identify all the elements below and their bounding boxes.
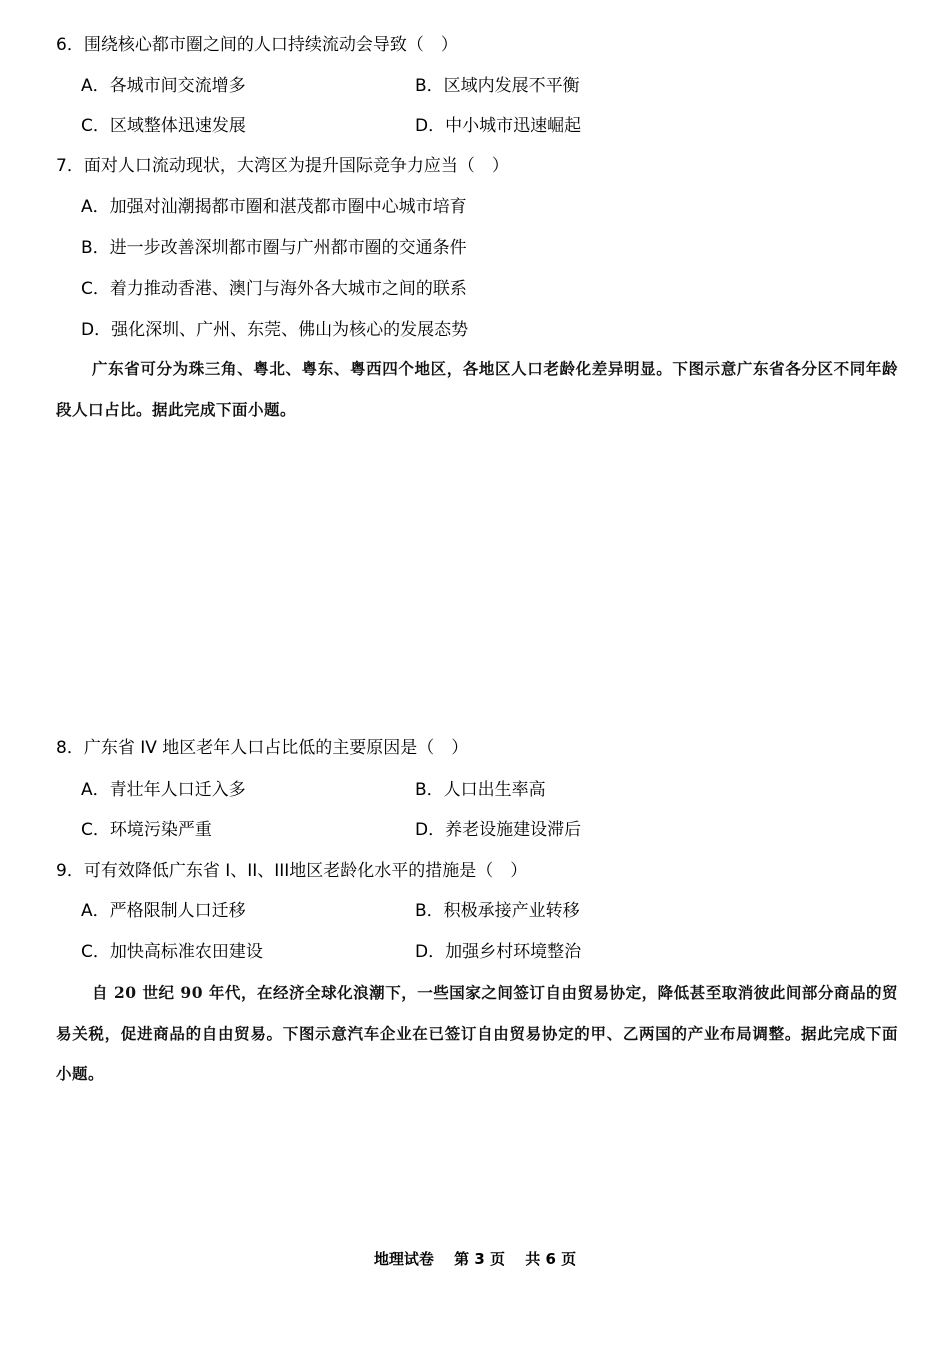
figure-placeholder-trade <box>56 1100 898 1220</box>
question-7-stem: 7．面对人口流动现状，大湾区为提升国际竞争力应当（ ） <box>56 156 509 176</box>
question-7-option-b: B．进一步改善深圳都市圈与广州都市圈的交通条件 <box>81 238 467 258</box>
question-6-option-b: B．区域内发展不平衡 <box>415 76 580 96</box>
question-9-stem: 9．可有效降低广东省 I、II、III地区老龄化水平的措施是（ ） <box>56 861 528 881</box>
question-7-option-c: C．着力推动香港、澳门与海外各大城市之间的联系 <box>81 279 467 299</box>
question-7-option-a: A．加强对汕潮揭都市圈和湛茂都市圈中心城市培育 <box>81 197 467 217</box>
passage-aging-intro: 广东省可分为珠三角、粤北、粤东、粤西四个地区，各地区人口老龄化差异明显。下图示意广东省各分区不同年龄段人口占比。据此完成下面小题。 <box>56 359 898 419</box>
question-9-option-b: B．积极承接产业转移 <box>415 901 580 921</box>
figure-placeholder-aging <box>56 440 898 720</box>
question-8-option-d: D．养老设施建设滞后 <box>415 820 582 840</box>
question-7-option-d: D．强化深圳、广州、东莞、佛山为核心的发展态势 <box>81 320 469 340</box>
question-8-option-a: A．青壮年人口迁入多 <box>81 780 246 800</box>
question-6-option-d: D．中小城市迅速崛起 <box>415 116 582 136</box>
question-6-option-c: C．区域整体迅速发展 <box>81 116 246 136</box>
question-6-stem: 6．围绕核心都市圈之间的人口持续流动会导致（ ） <box>56 35 458 55</box>
question-6-option-a: A．各城市间交流增多 <box>81 76 246 96</box>
passage-trade-intro: 自 20 世纪 90 年代，在经济全球化浪潮下，一些国家之间签订自由贸易协定，降低甚至取消彼此间部分商品的贸易关税，促进商品的自由贸易。下图示意汽车企业在已签订自由贸易协定的甲、乙两国的产业布局调整。据此完成下面小题。 <box>56 983 898 1083</box>
question-9-option-d: D．加强乡村环境整治 <box>415 942 582 962</box>
question-9-option-a: A．严格限制人口迁移 <box>81 901 246 921</box>
question-9-option-c: C．加快高标准农田建设 <box>81 942 263 962</box>
question-8-option-b: B．人口出生率高 <box>415 780 546 800</box>
question-8-option-c: C．环境污染严重 <box>81 820 212 840</box>
question-8-stem: 8．广东省 IV 地区老年人口占比低的主要原因是（ ） <box>56 738 469 758</box>
page-footer: 地理试卷 第 3 页 共 6 页 <box>373 1250 577 1268</box>
